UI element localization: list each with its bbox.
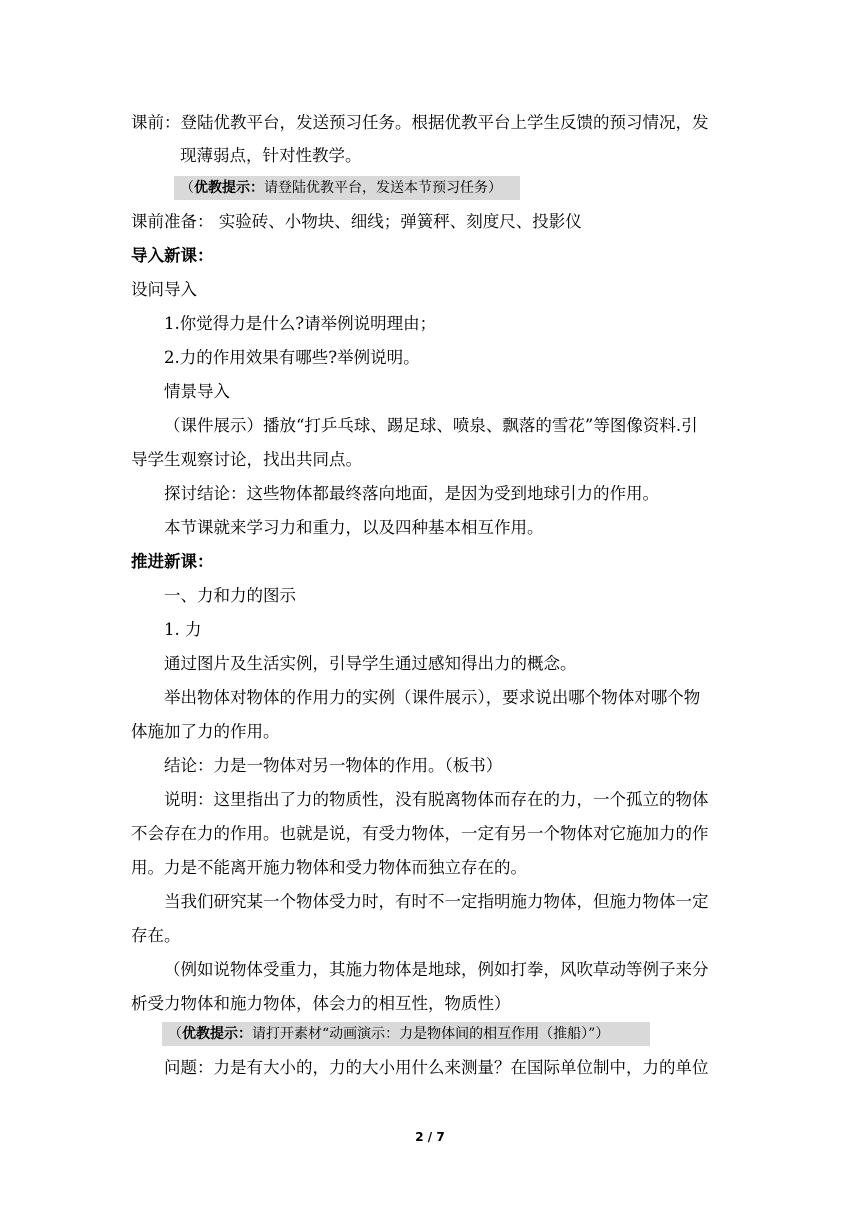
hint-open-paren: （ <box>168 1026 182 1042</box>
advance-heading: 推进新课： <box>131 552 214 571</box>
research-line-2: 存在。 <box>131 926 181 945</box>
pre-class-line-2: 现薄弱点，针对性教学。 <box>180 146 362 165</box>
scene-line-2: 导学生观察讨论，找出共同点。 <box>131 450 362 469</box>
question-line: 问题：力是有大小的，力的大小用什么来测量？在国际单位制中，力的单位 <box>164 1058 709 1077</box>
hint-box-animation <box>162 1022 650 1046</box>
class-preparation: 课前准备： 实验砖、小物块、细线；弹簧秤、刻度尺、投影仪 <box>131 212 582 231</box>
gravity-example-line-2: 析受力物体和施力物体，体会力的相互性，物质性） <box>131 994 511 1013</box>
lesson-scope: 本节课就来学习力和重力，以及四种基本相互作用。 <box>164 518 544 537</box>
pre-class-line-1: 课前：登陆优教平台，发送预习任务。根据优教平台上学生反馈的预习情况，发 <box>131 113 709 132</box>
question-intro: 设问导入 <box>131 280 197 299</box>
hint-box-preview <box>174 176 520 200</box>
example-line-1: 举出物体对物体的作用力的实例（课件展示），要求说出哪个物体对哪个物 <box>164 688 701 707</box>
page-number: 2 / 7 <box>415 1130 445 1144</box>
scene-line-1: （课件展示）播放“打乒乓球、踢足球、喷泉、飘落的雪花”等图像资料.引 <box>164 416 698 435</box>
subsection-heading-force: 1. 力 <box>164 620 202 639</box>
scene-intro: 情景导入 <box>164 382 230 401</box>
section-heading-1: 一、力和力的图示 <box>164 586 296 605</box>
question-2: 2.力的作用效果有哪些?举例说明。 <box>164 348 420 367</box>
intro-heading: 导入新课： <box>131 246 214 265</box>
concept-paragraph: 通过图片及生活实例，引导学生通过感知得出力的概念。 <box>164 654 577 673</box>
hint-label: 优教提示： <box>194 180 264 196</box>
hint-text: 请打开素材“动画演示：力是物体间的相互作用（推船）”） <box>252 1026 610 1042</box>
hint-text: 请登陆优教平台，发送本节预习任务） <box>264 180 502 196</box>
definition-line: 结论：力是一物体对另一物体的作用。（板书） <box>164 756 503 775</box>
research-line-1: 当我们研究某一个物体受力时，有时不一定指明施力物体，但施力物体一定 <box>164 892 709 911</box>
gravity-example-line-1: （例如说物体受重力，其施力物体是地球，例如打拳，风吹草动等例子来分 <box>164 960 709 979</box>
hint-label: 优教提示： <box>182 1026 252 1042</box>
explanation-line-2: 不会存在力的作用。也就是说，有受力物体，一定有另一个物体对它施加力的作 <box>131 824 709 843</box>
explanation-line-3: 用。力是不能离开施力物体和受力物体而独立存在的。 <box>131 858 527 877</box>
hint-open-paren: （ <box>180 180 194 196</box>
discussion-conclusion: 探讨结论：这些物体都最终落向地面，是因为受到地球引力的作用。 <box>164 484 659 503</box>
explanation-line-1: 说明：这里指出了力的物质性，没有脱离物体而存在的力，一个孤立的物体 <box>164 790 709 809</box>
question-1: 1.你觉得力是什么?请举例说明理由； <box>164 314 437 333</box>
example-line-2: 体施加了力的作用。 <box>131 722 280 741</box>
